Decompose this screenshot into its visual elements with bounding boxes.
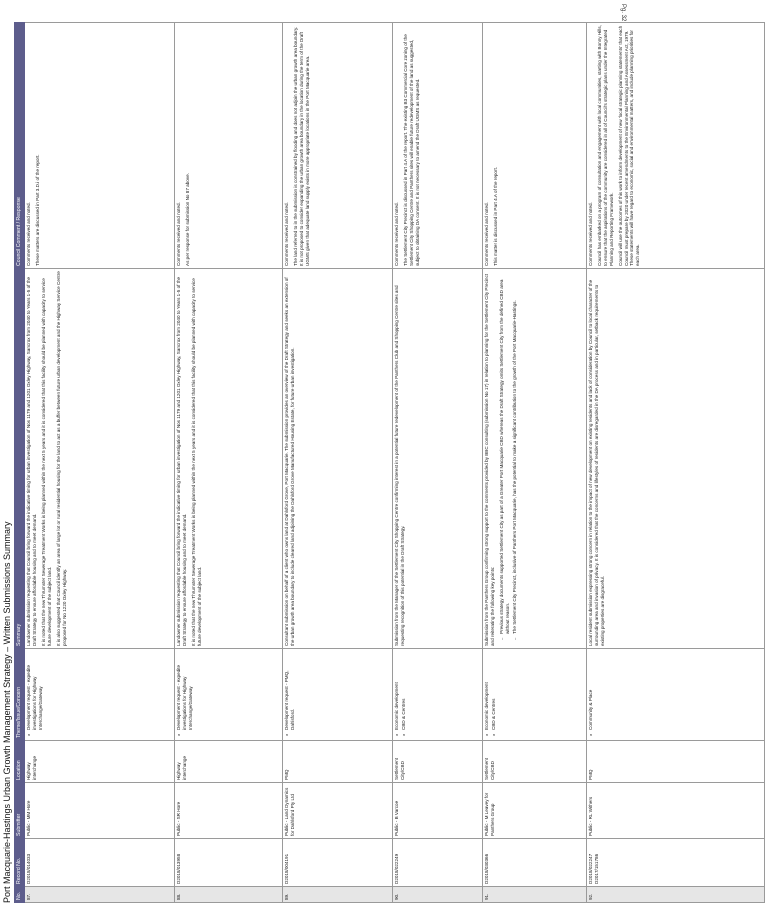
cell-record [586,839,764,887]
record-number: D2018/004191 [284,853,290,884]
summary-points [499,271,518,646]
theme-item: o CBD & Centres [491,651,497,730]
cell-no [24,887,174,903]
cell-summary [174,269,282,649]
summary-paragraph: Landowner submission requesting that Council bring forward the indicative timing for urban investigation of Nos 1179 and 1201 Oxley Highway, Sancrox from 2040 to Years 1-5 of the Draft Strategy to ensure affordable housing and to meet demand. [176,276,188,646]
response-paragraph: This matter is discussed in Part 4.A of the report. [493,166,499,266]
cell-submitter [282,783,392,839]
response-paragraph: Comments received and noted. [394,202,400,266]
theme-item: o Development request - expedite investigations for Highway Interchange/Gateway [176,651,194,730]
table-header-row [15,23,25,903]
submissions-table [14,22,765,903]
cell-response [586,23,764,269]
cell-submitter [392,783,482,839]
column-header: Theme/Issue/Concern [15,649,25,741]
location-name: Highway interchange [176,755,188,780]
submitter-name: Public - SR Hore [176,801,182,836]
cell-record [174,839,282,887]
cell-no [392,887,482,903]
cell-record [482,839,586,887]
table-row [392,23,482,903]
table-row [282,23,392,903]
table-body [24,23,764,903]
cell-summary [482,269,586,649]
cell-submitter [24,783,174,839]
theme-item: o Development request - expedite investigations for Highway Interchange/Gateway [26,651,44,730]
location-name: PMQ [284,769,290,780]
theme-item: o Community & Place [588,651,594,730]
summary-paragraph: Submission from the Panthers Group confirming strong support to the comments provided by BBC consulting (submission No 17) in relation to planning for the Settlement City Precinct and reiterating the following key points: [484,273,496,646]
cell-no [586,887,764,903]
theme-list [26,651,44,738]
cell-themes [482,649,586,741]
cell-themes [282,649,392,741]
cell-location [482,741,586,783]
location-name: PMQ [588,769,594,780]
cell-submitter [174,783,282,839]
record-number: D2018/014033 [26,853,32,884]
response-paragraph: Comments received and noted. [284,202,290,266]
row-number: 88. [176,893,182,900]
table-row [482,23,586,903]
record-number: D2018/022249 [394,853,400,884]
cell-response [174,23,282,269]
theme-list [284,651,296,738]
response-paragraph: Council has embarked on a program of consultation and engagement with local communities, starting with Bonny Hills, to ensure that the aspirations of the community are considered in all of Council's strategic plans under the Integrated Planning and Reporting Framework. [597,25,614,266]
response-paragraph: Comments received and noted. [484,202,490,266]
cell-record [282,839,392,887]
row-number: 91. [484,893,490,900]
record-number: D2018/022247 D2017/151786 [588,853,600,884]
column-header: Location [15,741,25,783]
cell-location [392,741,482,783]
row-number: 90. [394,893,400,900]
document-title: Port Macquarie-Hastings Urban Growth Management Strategy – Written Submissions Summary [2,521,12,903]
row-number: 87. [26,893,32,900]
record-number: D2018/013958 [176,853,182,884]
theme-item: o Development request - PMQ, Dahlsford. [284,651,296,730]
response-paragraph: The land referred to in the submission is constrained by flooding and does not adjoin the urban growth area boundary. It is not proposed to consider expanding the urban growth area boundary in the location during the term of the Draft UGMS given that adequate land supply exists in more appropriate locations in the Port Macquarie area. [293,26,310,266]
cell-location [282,741,392,783]
cell-summary [392,269,482,649]
summary-paragraph: Consultant submission on behalf of a client who owns land at Dahlsford Grove, Port Macquarie. The submission provides an overview of the Draft Strategy and seeks an extension of the urban growth area boundary to include cleared land adjoining the Dahlsford Grove Manufactured Housing Estate, for future urban investigation. [284,277,296,646]
cell-themes [174,649,282,741]
column-header: Council Comment / Response [15,23,25,269]
location-name: Highway interchange [26,755,38,780]
cell-no [282,887,392,903]
table-row [24,23,174,903]
submitter-name: Public - B Varcoe [394,800,400,836]
theme-item: o Economic development [484,651,490,730]
cell-response [282,23,392,269]
cell-response [392,23,482,269]
table-row [586,23,764,903]
summary-point: – Previous strategy documents supported Settlement City as part of a Greater Port Macquarie CBD whereas the Draft Strategy omits Settlement City from the defined CBD area without reason. [499,271,511,634]
response-paragraph: Comments received and noted. [176,202,182,266]
cell-summary [282,269,392,649]
response-paragraph: Comments received and noted. [588,202,594,266]
theme-list [588,651,594,738]
table-row [174,23,282,903]
row-number: 89. [284,893,290,900]
summary-paragraph: It is noted that the new Thrumster Sewerage Treatment Works is being planned within the next 5 years and it is considered that this facility should be planned with capacity to service future development of the subject land. [40,278,52,646]
summary-point: – The Settlement City Precinct, inclusive of Panthers Port Macquarie, has the potential to make a significant contribution to the growth of the Port Macquarie-Hastings. [512,271,518,634]
column-header: No. [15,887,25,903]
location-name: Settlement City/CBD [484,758,496,780]
response-paragraph: Council will use the outcomes of this work to inform development of new 'local strategic planning statements' that each Council must prepare by 2020 under recent amendments to the Environmental Planning and Assessment Act, 1979. These statements will have regard to economic, social and environmental matters, and include planning priorities for each area. [617,25,641,266]
cell-location [174,741,282,783]
page-number: Pg. 32 [620,4,626,22]
cell-submitter [586,783,764,839]
location-name: Settlement City/CBD [394,758,406,780]
cell-submitter [482,783,586,839]
summary-paragraph: Submission from the Manager of the Settlement City Shopping Centre confirming interest in a potential future redevelopment of the Panthers Club and Shopping Centre sites and requesting recognition of this potential in the Draft Strategy. [394,285,406,646]
response-paragraph: As per response for submission No 87 above. [185,173,191,266]
cell-themes [24,649,174,741]
theme-item: o CBD & Centres [401,651,407,730]
response-paragraph: The Settlement City Precinct is discussed in Part 4.A of the report. The existing B3 Commercial Core zoning of the Settlement City Shopping Centre and Panthers sites will enable future redevelopment of the land as suggested, subject to obtaining DA consent. It is not necessary to amend the Draft UGMS as requested. [403,34,420,266]
theme-list [176,651,194,738]
column-header: Summary [15,269,25,649]
cell-record [392,839,482,887]
summary-paragraph: It is noted that the new Thrumster Sewerage Treatment Works is being planned within the next 5 years and it is considered that this facility should be planned with capacity to service future development of the subject land. [190,278,202,646]
theme-list [484,651,497,738]
theme-item: o Economic development [394,651,400,730]
summary-paragraph: Local resident submission expressing strong concern in relation to the impact of new development on existing residents and lack of consideration by Council to local character of the surrounding area and invasion of privacy. It is considered that the concerns and lifestyles of residents are disregarded in the DA process and in particular, setback requirements to existing properties are disgraceful. [588,279,605,646]
theme-list [394,651,407,738]
cell-summary [24,269,174,649]
cell-themes [392,649,482,741]
cell-location [24,741,174,783]
row-number: 92. [588,893,594,900]
cell-no [174,887,282,903]
summary-paragraph: Landowner submission requesting that Council bring forward the indicative timing for urban investigation of Nos 1179 and 1201 Oxley Highway, Sancrox from 2040 to Years 1-5 of the Draft Strategy to ensure affordable housing and to meet demand. [26,276,38,646]
submitter-name: Public - Land Dynamics for Dahlsford Pty Ltd [284,787,296,836]
submitter-name: Public - M Leavey for Panthers Group [484,792,496,836]
submitter-name: Public - MM Hore [26,800,32,836]
cell-response [482,23,586,269]
record-number: D2018/030366 [484,853,490,884]
response-paragraph: Comments received and noted. [26,202,32,266]
cell-record [24,839,174,887]
cell-themes [586,649,764,741]
summary-paragraph: It is also suggested that Council identify an area of large lot or rural residential housing for the land to act as a buffer between future urban development and the Highway Service Centre proposed for No 1220 Oxley Highway. [55,271,67,646]
response-paragraph: These matters are discussed in Part 3.D.i of the report. [35,154,41,266]
cell-location [586,741,764,783]
cell-no [482,887,586,903]
cell-summary [586,269,764,649]
cell-response [24,23,174,269]
column-header: Record No. [15,839,25,887]
submitter-name: Public - RL Withers [588,796,594,836]
column-header: Submitter [15,783,25,839]
